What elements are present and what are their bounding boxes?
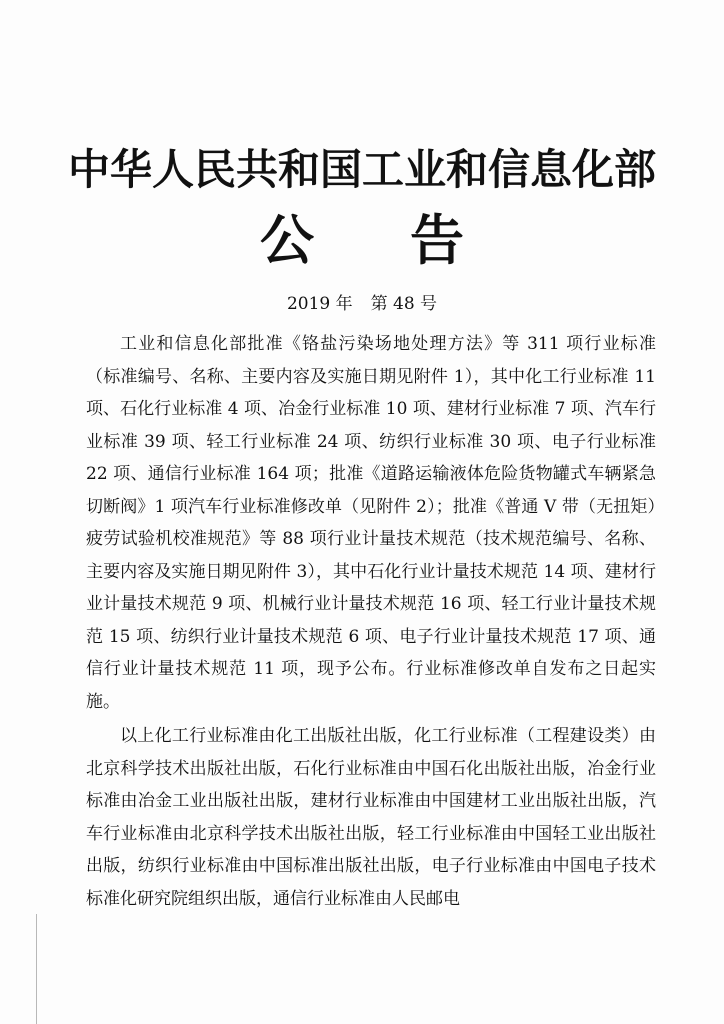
body-paragraph-1: 工业和信息化部批准《铬盐污染场地处理方法》等 311 项行业标准（标准编号、名称、主要内容及实施日期见附件 1），其中化工行业标准 11 项、石化行业标准 4 项、冶金行业标准 10 项、建材行业标准 7 项、汽车行业标准 39 项、轻工行业标准 24 项、纺织行业标准 30 项、电子行业标准 22 项、通信行业标准 164 项；批准《道路运输液体危险货物罐式车辆紧急切断阀》1 项汽车行业标准修改单（见附件 2）；批准《普通 V 带（无扭矩）疲劳试验机校准规范》等 88 项行业计量技术规范（技术规范编号、名称、主要内容及实施日期见附件 3），其中石化行业计量技术规范 14 项、建材行业计量技术规范 9 项、机械行业计量技术规范 16 项、轻工行业计量技术规范 15 项、纺织行业计量技术规范 6 项、电子行业计量技术规范 17 项、通信行业计量技术规范 11 项，现予公布。行业标准修改单自发布之日起实施。 [86,334,656,712]
document-issue-number: 第 48 号 [370,294,438,314]
document-year: 2019 年 [286,294,353,314]
announcement-heading [0,205,724,275]
ministry-title: 中华人民共和国工业和信息化部 [67,145,656,194]
announcement-heading-right: 告 [410,208,464,272]
body-paragraph-2: 以上化工行业标准由化工出版社出版，化工行业标准（工程建设类）由北京科学技术出版社出版，石化行业标准由中国石化出版社出版，冶金行业标准由冶金工业出版社出版，建材行业标准由中国建材工业出版社出版，汽车行业标准由北京科学技术出版社出版，轻工行业标准由中国轻工业出版社出版，纺织行业标准由中国标准出版社出版，电子行业标准由中国电子技术标准化研究院组织出版，通信行业标准由人民邮电 [86,726,656,909]
document-body [86,328,656,917]
announcement-heading-left: 公 [260,208,314,272]
scan-margin-line [36,914,37,1024]
document-number [0,291,724,317]
